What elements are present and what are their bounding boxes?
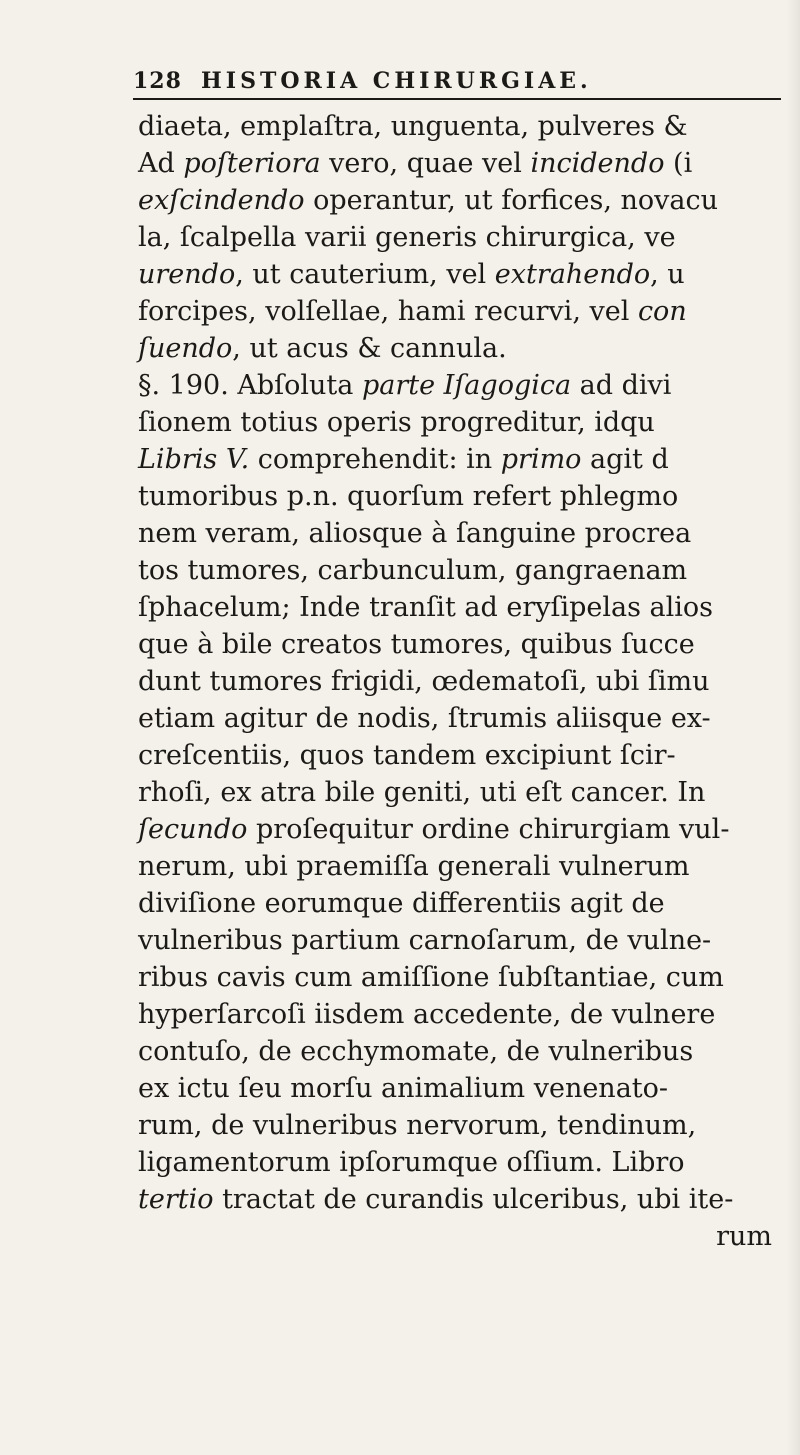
text-segment: ad divi	[571, 370, 672, 401]
text-segment: nem veram, aliosque à ſanguine procrea	[138, 518, 692, 549]
text-segment: , ut cauterium, vel	[235, 259, 495, 290]
text-segment: rum, de vulneribus nervorum, tendinum,	[138, 1110, 697, 1141]
text-line	[138, 108, 798, 145]
text-segment: hyperſarcoſi iisdem accedente, de vulnere	[138, 999, 716, 1030]
italic-text: tertio	[138, 1184, 214, 1215]
text-line	[138, 774, 798, 811]
text-segment: tractat de curandis ulceribus, ubi ite-	[213, 1184, 734, 1215]
text-line	[138, 700, 798, 737]
text-line	[138, 478, 798, 515]
page-edge	[786, 0, 800, 1455]
text-segment: , u	[650, 259, 685, 290]
text-segment: Ad	[138, 148, 184, 179]
text-line	[138, 885, 798, 922]
text-segment: vero, quae vel	[320, 148, 531, 179]
text-segment: la, ſcalpella varii generis chirurgica, ve	[138, 222, 676, 253]
text-line	[138, 1181, 798, 1218]
italic-text: con	[637, 296, 687, 327]
text-segment: creſcentiis, quos tandem excipiunt ſcir-	[138, 740, 676, 771]
text-segment: dunt tumores frigidi, œdematoſi, ubi ſimu	[138, 666, 710, 697]
text-line	[138, 552, 798, 589]
text-line	[138, 1070, 798, 1107]
text-segment: §. 190. Abſoluta	[138, 370, 362, 401]
catchword: rum	[716, 1221, 772, 1252]
italic-text: urendo	[138, 259, 236, 290]
text-line	[138, 589, 798, 626]
text-segment: que à bile creatos tumores, quibus ſucce	[138, 629, 695, 660]
text-line	[138, 515, 798, 552]
italic-text: incidendo	[530, 148, 665, 179]
text-segment: tumoribus p.n. quorſum refert phlegmo	[138, 481, 679, 512]
text-segment: comprehendit: in	[249, 444, 501, 475]
text-line	[138, 922, 798, 959]
text-line	[138, 737, 798, 774]
text-segment: ſionem totius operis progreditur, idqu	[138, 407, 655, 438]
text-segment: vulneribus partium carnoſarum, de vulne-	[138, 925, 712, 956]
text-line	[138, 626, 798, 663]
text-segment: etiam agitur de nodis, ſtrumis aliisque ex-	[138, 703, 711, 734]
italic-text: ſecundo	[138, 814, 248, 845]
italic-text: Libris V.	[138, 444, 250, 475]
text-line	[138, 811, 798, 848]
text-segment: nerum, ubi praemiſſa generali vulnerum	[138, 851, 690, 882]
text-line	[138, 182, 798, 219]
italic-text: extrahendo	[494, 259, 651, 290]
text-line	[138, 367, 798, 404]
text-segment: contuſo, de ecchymomate, de vulneribus	[138, 1036, 694, 1067]
text-segment: (i	[664, 148, 693, 179]
text-segment: ribus cavis cum amiſſione ſubſtantiae, cum	[138, 962, 724, 993]
text-line	[138, 441, 798, 478]
text-segment: diaeta, emplaſtra, unguenta, pulveres &	[138, 111, 688, 142]
text-line	[138, 293, 798, 330]
text-line	[138, 219, 798, 256]
text-segment: forcipes, volſellae, hami recurvi, vel	[138, 296, 638, 327]
text-segment: tos tumores, carbunculum, gangraenam	[138, 555, 688, 586]
italic-text: primo	[500, 444, 582, 475]
text-line	[138, 404, 798, 441]
text-segment: ex ictu ſeu morſu animalium venenato-	[138, 1073, 669, 1104]
text-line	[138, 256, 798, 293]
text-line	[138, 996, 798, 1033]
text-line	[138, 1107, 798, 1144]
italic-text: parte Iſagogica	[361, 370, 572, 401]
italic-text: exſcindendo	[138, 185, 305, 216]
text-line	[138, 848, 798, 885]
text-line	[138, 959, 798, 996]
text-line	[138, 1033, 798, 1070]
text-line	[138, 330, 798, 367]
italic-text: ſuendo	[138, 333, 233, 364]
text-segment: diviſione eorumque differentiis agit de	[138, 888, 665, 919]
header-rule	[133, 98, 781, 100]
text-segment: , ut acus & cannula.	[232, 333, 507, 364]
text-line	[138, 663, 798, 700]
italic-text: poſteriora	[183, 148, 321, 179]
text-segment: operantur, ut forfices, novacu	[304, 185, 718, 216]
page-header	[133, 62, 783, 102]
running-head: HISTORIA CHIRURGIAE.	[201, 68, 592, 94]
main-text	[138, 108, 798, 1255]
text-segment: agit d	[581, 444, 669, 475]
text-segment: ligamentorum ipſorumque oſſium. Libro	[138, 1147, 685, 1178]
text-segment: rhoſi, ex atra bile geniti, uti eſt cancer. In	[138, 777, 706, 808]
text-line	[138, 145, 798, 182]
page-number: 128	[133, 68, 182, 94]
text-segment: proſequitur ordine chirurgiam vul-	[247, 814, 730, 845]
text-segment: ſphacelum; Inde tranſit ad eryſipelas alios	[138, 592, 714, 623]
text-line	[138, 1144, 798, 1181]
